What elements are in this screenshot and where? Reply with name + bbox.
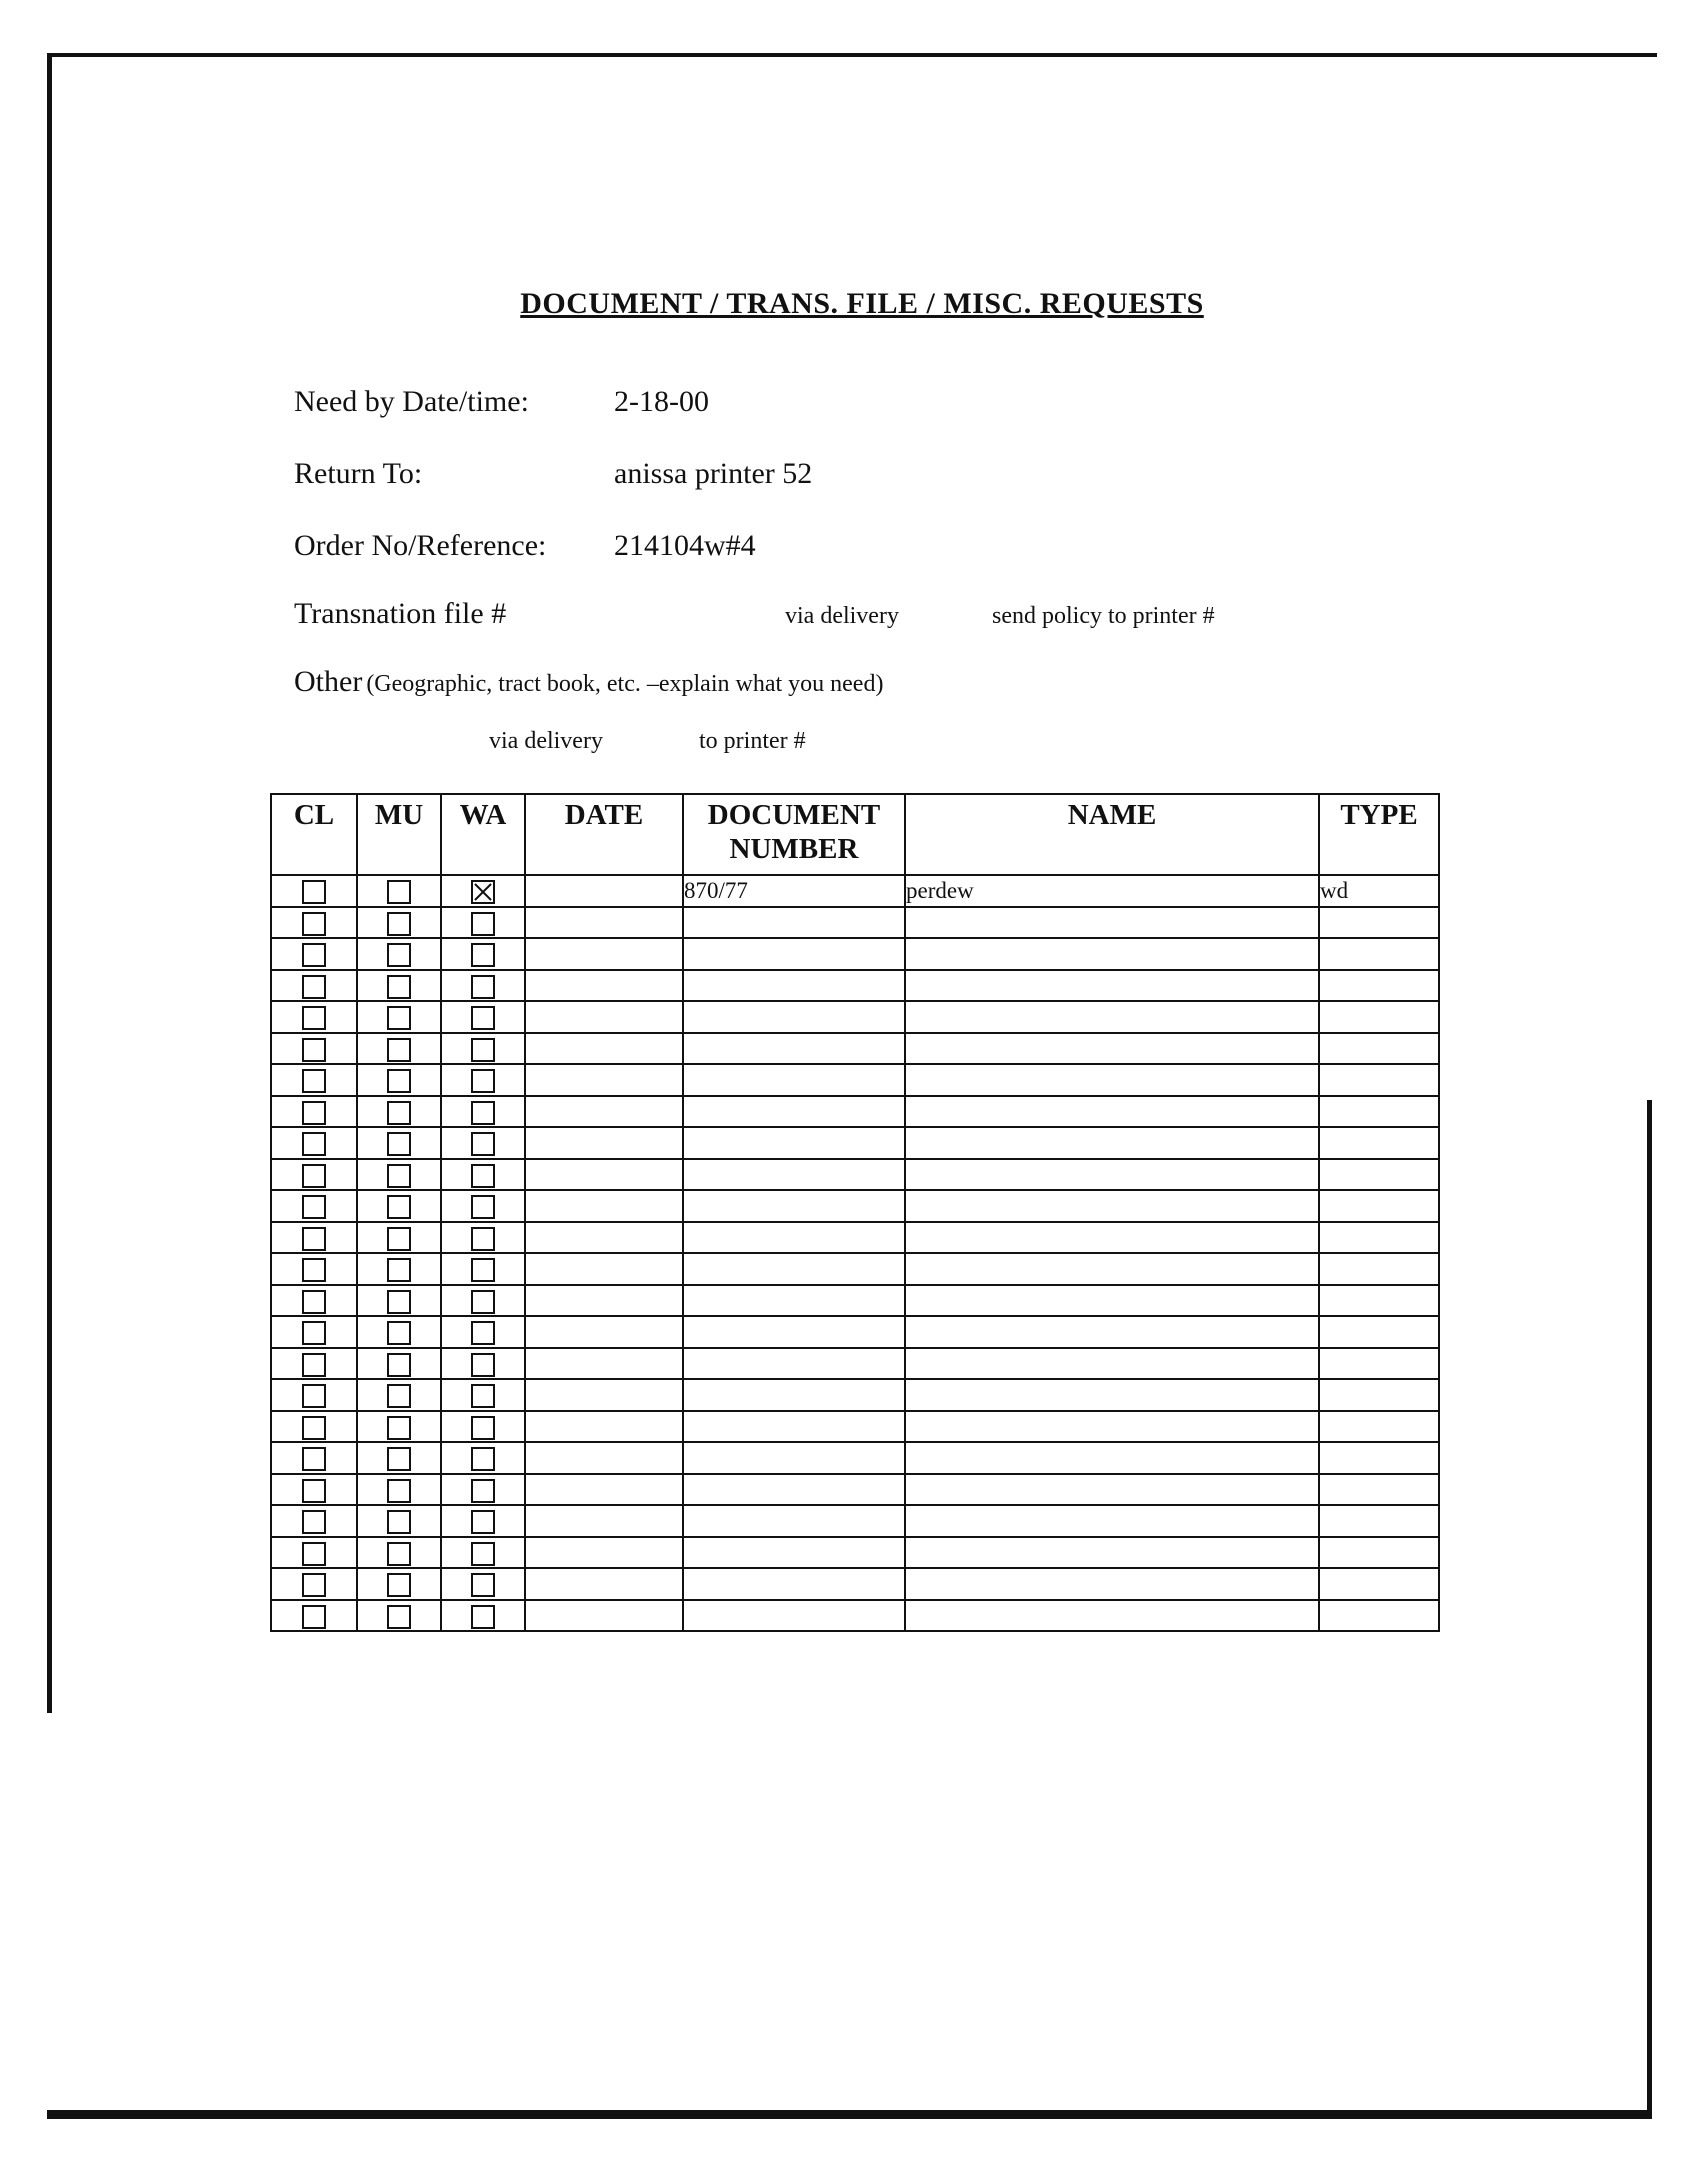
wa-cell [441,1505,525,1537]
wa-cell [441,970,525,1002]
mu-cell [357,938,441,970]
cl-cell [271,938,357,970]
cl-cell [271,1379,357,1411]
date-cell[interactable] [525,1442,683,1474]
type-cell[interactable]: wd [1319,875,1439,907]
col-header-mu: MU [357,794,441,875]
name-cell[interactable] [905,1348,1319,1380]
document-number-cell[interactable] [683,1474,905,1506]
mu-checkbox[interactable] [387,1069,411,1093]
cl-checkbox[interactable] [302,912,326,936]
type-cell[interactable] [1319,1285,1439,1317]
date-cell[interactable] [525,1096,683,1128]
wa-checkbox[interactable] [471,1132,495,1156]
cl-cell [271,1159,357,1191]
cl-cell [271,1222,357,1254]
col-header-name: NAME [905,794,1319,875]
cl-cell [271,1253,357,1285]
wa-cell [441,1064,525,1096]
return-to-label: Return To: [294,457,423,490]
need-by-value: 2-18-00 [614,385,709,418]
mu-cell [357,1064,441,1096]
mu-checkbox[interactable] [387,1006,411,1030]
mu-checkbox[interactable] [387,1321,411,1345]
table-row [271,1474,1439,1506]
table-row [271,1001,1439,1033]
table-row [271,1537,1439,1569]
type-cell[interactable] [1319,1253,1439,1285]
name-cell[interactable] [905,938,1319,970]
date-cell[interactable] [525,1600,683,1632]
mu-checkbox[interactable] [387,1447,411,1471]
cl-checkbox[interactable] [302,1132,326,1156]
wa-cell [441,1537,525,1569]
table-row [271,907,1439,939]
type-cell[interactable] [1319,1348,1439,1380]
name-cell[interactable] [905,1064,1319,1096]
wa-cell [441,1096,525,1128]
mu-checkbox[interactable] [387,1227,411,1251]
page-edge-bottom [47,2110,1652,2119]
date-cell[interactable] [525,1348,683,1380]
type-cell[interactable] [1319,1568,1439,1600]
cl-checkbox[interactable] [302,943,326,967]
cl-checkbox[interactable] [302,1573,326,1597]
document-number-cell[interactable] [683,938,905,970]
wa-checkbox[interactable] [471,1038,495,1062]
document-number-cell[interactable] [683,1600,905,1632]
page-edge-right [1647,1100,1652,2115]
name-cell[interactable] [905,1096,1319,1128]
mu-checkbox[interactable] [387,1353,411,1377]
date-cell[interactable] [525,1159,683,1191]
date-cell[interactable] [525,1253,683,1285]
wa-cell [441,1348,525,1380]
cl-cell [271,1285,357,1317]
type-cell[interactable] [1319,1505,1439,1537]
mu-cell [357,1096,441,1128]
date-cell[interactable] [525,1316,683,1348]
cl-cell [271,1190,357,1222]
name-cell[interactable] [905,1537,1319,1569]
mu-cell [357,1033,441,1065]
name-cell[interactable] [905,1442,1319,1474]
type-cell[interactable] [1319,1190,1439,1222]
wa-checkbox[interactable] [471,1258,495,1282]
cl-cell [271,970,357,1002]
date-cell[interactable] [525,1064,683,1096]
wa-cell [441,1411,525,1443]
table-row [271,1600,1439,1632]
type-cell[interactable] [1319,907,1439,939]
type-cell[interactable] [1319,1379,1439,1411]
type-cell[interactable] [1319,1600,1439,1632]
date-cell[interactable] [525,1285,683,1317]
mu-cell [357,1159,441,1191]
col-header-wa: WA [441,794,525,875]
cl-checkbox[interactable] [302,975,326,999]
table-row [271,875,1439,907]
mu-cell [357,1505,441,1537]
wa-checkbox[interactable] [471,1290,495,1314]
name-cell[interactable] [905,1379,1319,1411]
cl-cell [271,1505,357,1537]
name-cell[interactable] [905,1285,1319,1317]
mu-checkbox[interactable] [387,943,411,967]
date-cell[interactable] [525,1474,683,1506]
document-number-cell[interactable] [683,1159,905,1191]
table-row [271,1379,1439,1411]
type-cell[interactable] [1319,1411,1439,1443]
type-cell[interactable] [1319,1222,1439,1254]
name-cell[interactable] [905,1190,1319,1222]
cl-checkbox[interactable] [302,1542,326,1566]
mu-checkbox[interactable] [387,1132,411,1156]
mu-cell [357,907,441,939]
date-cell[interactable] [525,1222,683,1254]
col-header-cl: CL [271,794,357,875]
cl-cell [271,1600,357,1632]
wa-cell [441,1001,525,1033]
wa-cell [441,1159,525,1191]
type-cell[interactable] [1319,1096,1439,1128]
name-cell[interactable] [905,1505,1319,1537]
date-cell[interactable] [525,1505,683,1537]
wa-cell [441,1568,525,1600]
mu-checkbox[interactable] [387,1164,411,1188]
date-cell[interactable] [525,1190,683,1222]
document-number-cell[interactable] [683,1127,905,1159]
table-row [271,1222,1439,1254]
cl-cell [271,1316,357,1348]
wa-checkbox[interactable] [471,1164,495,1188]
cl-cell [271,875,357,907]
date-cell[interactable] [525,907,683,939]
name-cell[interactable] [905,1316,1319,1348]
mu-cell [357,1348,441,1380]
table-row [271,1348,1439,1380]
return-to-value: anissa printer 52 [614,457,813,490]
table-body [271,875,1439,1631]
mu-checkbox[interactable] [387,1510,411,1534]
document-number-cell[interactable] [683,1442,905,1474]
document-number-cell[interactable] [683,1253,905,1285]
date-cell[interactable] [525,1001,683,1033]
other-line [294,665,883,699]
wa-cell [441,1379,525,1411]
wa-cell [441,1190,525,1222]
cl-checkbox[interactable] [302,1384,326,1408]
document-number-cell[interactable] [683,1190,905,1222]
wa-cell [441,1033,525,1065]
mu-cell [357,1411,441,1443]
cl-checkbox[interactable] [302,1321,326,1345]
cl-cell [271,1568,357,1600]
mu-checkbox[interactable] [387,1416,411,1440]
mu-checkbox[interactable] [387,1605,411,1629]
col-header-type: TYPE [1319,794,1439,875]
cl-checkbox[interactable] [302,1038,326,1062]
cl-cell [271,1348,357,1380]
order-value: 214104w#4 [614,529,756,562]
wa-cell [441,1316,525,1348]
mu-cell [357,1285,441,1317]
table-row [271,1064,1439,1096]
table-row [271,1411,1439,1443]
table-row [271,1159,1439,1191]
wa-checkbox[interactable] [471,1384,495,1408]
other-note: (Geographic, tract book, etc. –explain what you need) [366,671,884,697]
cl-checkbox[interactable] [302,1258,326,1282]
wa-cell [441,1285,525,1317]
document-number-cell[interactable] [683,1001,905,1033]
date-cell[interactable] [525,1411,683,1443]
document-number-cell[interactable] [683,1348,905,1380]
mu-checkbox[interactable] [387,1542,411,1566]
cl-checkbox[interactable] [302,1447,326,1471]
transnation-via-delivery: via delivery [785,603,899,629]
wa-cell [441,1127,525,1159]
cl-checkbox[interactable] [302,880,326,904]
page-edge-top [47,53,1657,57]
wa-checkbox[interactable] [471,1101,495,1125]
cl-cell [271,1096,357,1128]
wa-checkbox[interactable] [471,975,495,999]
table-row [271,1285,1439,1317]
table-row [271,1505,1439,1537]
mu-cell [357,1442,441,1474]
mu-cell [357,1316,441,1348]
wa-checkbox[interactable] [471,1447,495,1471]
mu-cell [357,1001,441,1033]
type-cell[interactable] [1319,970,1439,1002]
date-cell[interactable] [525,1568,683,1600]
wa-cell [441,1222,525,1254]
table-row [271,1442,1439,1474]
name-cell[interactable] [905,1253,1319,1285]
cl-checkbox[interactable] [302,1227,326,1251]
wa-cell [441,907,525,939]
date-cell[interactable] [525,938,683,970]
mu-checkbox[interactable] [387,880,411,904]
name-cell[interactable]: perdew [905,875,1319,907]
wa-checkbox[interactable] [471,1605,495,1629]
wa-checkbox[interactable] [471,880,495,904]
document-number-cell[interactable] [683,907,905,939]
name-cell[interactable] [905,1474,1319,1506]
table-row [271,1253,1439,1285]
date-cell[interactable] [525,1379,683,1411]
document-number-cell[interactable] [683,1033,905,1065]
send-policy-to-printer: send policy to printer # [992,603,1215,629]
document-number-cell[interactable] [683,1537,905,1569]
date-cell[interactable] [525,1127,683,1159]
mu-checkbox[interactable] [387,1101,411,1125]
name-cell[interactable] [905,1411,1319,1443]
wa-cell [441,1442,525,1474]
table-row [271,1568,1439,1600]
table-row [271,1316,1439,1348]
wa-cell [441,1600,525,1632]
wa-checkbox[interactable] [471,1227,495,1251]
document-number-cell[interactable] [683,970,905,1002]
cl-checkbox[interactable] [302,1195,326,1219]
cl-cell [271,1537,357,1569]
table-row [271,970,1439,1002]
cl-checkbox[interactable] [302,1605,326,1629]
cl-cell [271,1001,357,1033]
wa-checkbox[interactable] [471,1321,495,1345]
cl-checkbox[interactable] [302,1164,326,1188]
wa-cell [441,875,525,907]
name-cell[interactable] [905,970,1319,1002]
other-label: Other [294,665,363,698]
requests-table [270,793,1440,1632]
document-number-cell[interactable] [683,1411,905,1443]
cl-cell [271,1064,357,1096]
cl-cell [271,1474,357,1506]
form-title: DOCUMENT / TRANS. FILE / MISC. REQUESTS [520,287,1204,320]
table-row [271,1033,1439,1065]
wa-checkbox[interactable] [471,1542,495,1566]
wa-cell [441,1253,525,1285]
wa-checkbox[interactable] [471,1353,495,1377]
name-cell[interactable] [905,1600,1319,1632]
name-cell[interactable] [905,1159,1319,1191]
mu-checkbox[interactable] [387,1038,411,1062]
type-cell[interactable] [1319,1316,1439,1348]
cl-cell [271,907,357,939]
mu-checkbox[interactable] [387,1384,411,1408]
mu-cell [357,1127,441,1159]
wa-checkbox[interactable] [471,1006,495,1030]
document-number-cell[interactable] [683,1064,905,1096]
document-number-cell[interactable] [683,1379,905,1411]
wa-checkbox[interactable] [471,1573,495,1597]
wa-checkbox[interactable] [471,1479,495,1503]
mu-checkbox[interactable] [387,912,411,936]
cl-checkbox[interactable] [302,1416,326,1440]
cl-checkbox[interactable] [302,1290,326,1314]
table-header-row [271,794,1439,875]
document-number-cell[interactable]: 870/77 [683,875,905,907]
type-cell[interactable] [1319,1474,1439,1506]
mu-cell [357,875,441,907]
cl-cell [271,1127,357,1159]
table-row [271,1127,1439,1159]
transnation-file-label: Transnation file # [294,597,507,630]
date-cell[interactable] [525,875,683,907]
mu-checkbox[interactable] [387,975,411,999]
mu-cell [357,1600,441,1632]
need-by-label: Need by Date/time: [294,385,529,418]
order-label: Order No/Reference: [294,529,547,562]
cl-cell [271,1033,357,1065]
mu-cell [357,970,441,1002]
wa-cell [441,1474,525,1506]
wa-checkbox[interactable] [471,1510,495,1534]
cl-checkbox[interactable] [302,1069,326,1093]
wa-checkbox[interactable] [471,1416,495,1440]
mu-checkbox[interactable] [387,1479,411,1503]
wa-cell [441,938,525,970]
mu-checkbox[interactable] [387,1290,411,1314]
wa-checkbox[interactable] [471,943,495,967]
document-number-cell[interactable] [683,1222,905,1254]
cl-cell [271,1442,357,1474]
col-header-document-number: DOCUMENT NUMBER [683,794,905,875]
type-cell[interactable] [1319,1064,1439,1096]
type-cell[interactable] [1319,1001,1439,1033]
cl-checkbox[interactable] [302,1101,326,1125]
name-cell[interactable] [905,1001,1319,1033]
type-cell[interactable] [1319,1127,1439,1159]
check-x-icon [473,882,493,902]
other-to-printer: to printer # [699,728,806,754]
document-number-cell[interactable] [683,1096,905,1128]
mu-cell [357,1537,441,1569]
mu-checkbox[interactable] [387,1573,411,1597]
document-number-cell[interactable] [683,1568,905,1600]
table-row [271,1190,1439,1222]
other-via-delivery: via delivery [489,728,603,754]
wa-checkbox[interactable] [471,1195,495,1219]
date-cell[interactable] [525,1033,683,1065]
cl-checkbox[interactable] [302,1510,326,1534]
mu-checkbox[interactable] [387,1258,411,1282]
date-cell[interactable] [525,970,683,1002]
cl-checkbox[interactable] [302,1479,326,1503]
name-cell[interactable] [905,1033,1319,1065]
type-cell[interactable] [1319,1159,1439,1191]
type-cell[interactable] [1319,1537,1439,1569]
type-cell[interactable] [1319,1033,1439,1065]
table-row [271,1096,1439,1128]
mu-cell [357,1222,441,1254]
mu-checkbox[interactable] [387,1195,411,1219]
date-cell[interactable] [525,1537,683,1569]
document-number-cell[interactable] [683,1505,905,1537]
name-cell[interactable] [905,1127,1319,1159]
type-cell[interactable] [1319,938,1439,970]
cl-checkbox[interactable] [302,1006,326,1030]
document-number-cell[interactable] [683,1316,905,1348]
name-cell[interactable] [905,1568,1319,1600]
mu-cell [357,1568,441,1600]
mu-cell [357,1253,441,1285]
cl-checkbox[interactable] [302,1353,326,1377]
document-number-cell[interactable] [683,1285,905,1317]
name-cell[interactable] [905,907,1319,939]
name-cell[interactable] [905,1222,1319,1254]
mu-cell [357,1190,441,1222]
table-row [271,938,1439,970]
mu-cell [357,1474,441,1506]
cl-cell [271,1411,357,1443]
col-header-date: DATE [525,794,683,875]
type-cell[interactable] [1319,1442,1439,1474]
mu-cell [357,1379,441,1411]
wa-checkbox[interactable] [471,1069,495,1093]
wa-checkbox[interactable] [471,912,495,936]
